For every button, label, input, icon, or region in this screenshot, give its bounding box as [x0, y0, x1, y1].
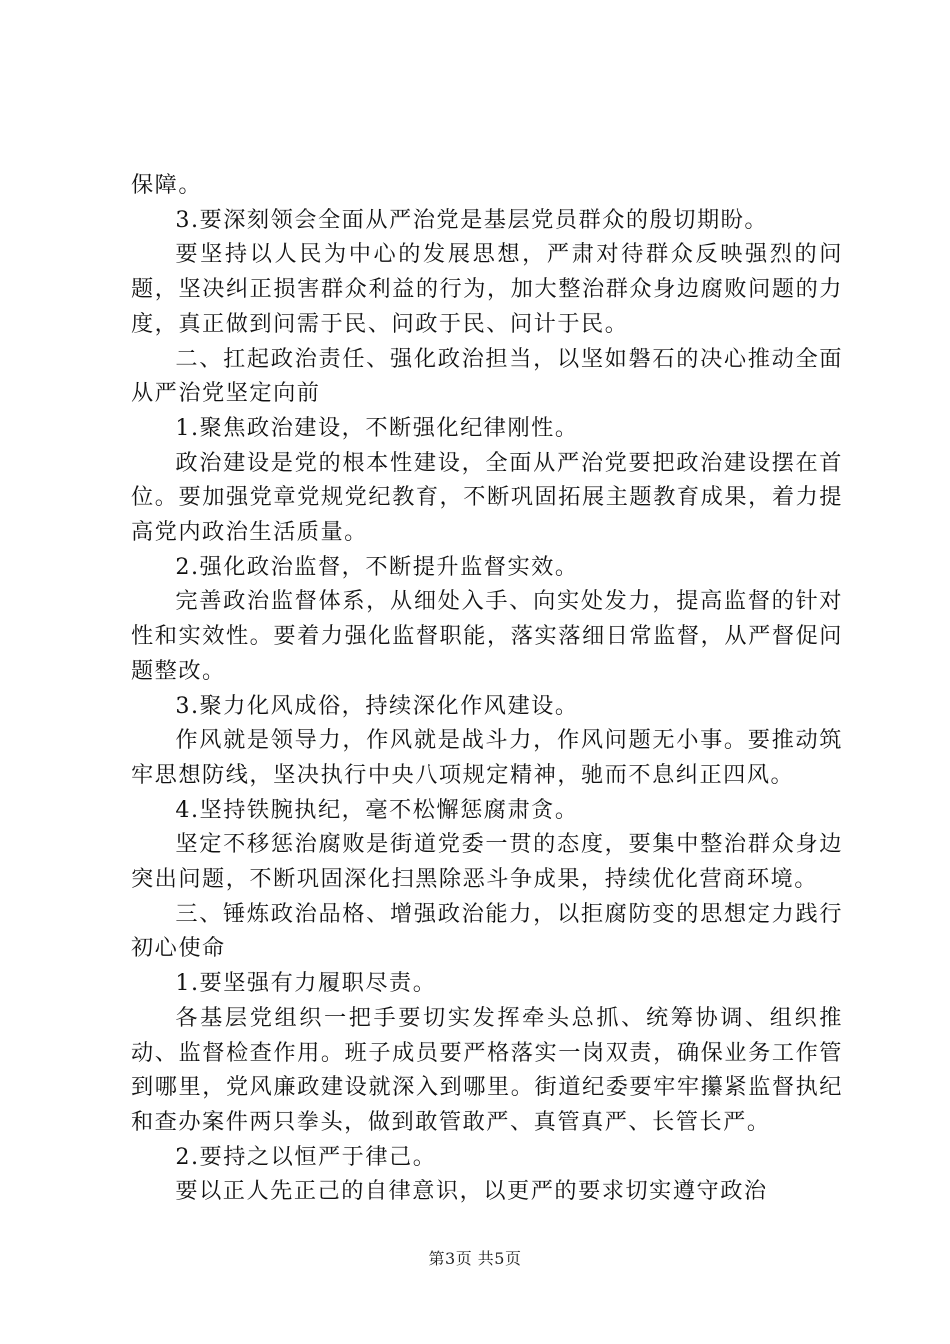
list-item-heading: 3.要深刻领会全面从严治党是基层党员群众的殷切期盼。 [175, 206, 769, 233]
list-item-heading: 1.要坚强有力履职尽责。 [175, 970, 437, 997]
document-body [131, 168, 843, 1209]
paragraph: 政治建设是党的根本性建设，全面从严治党要把政治建设摆在首位。要加强党章党规党纪教育，不断巩固拓展主题教育成果，着力提高党内政治生活质量。 [131, 449, 843, 546]
paragraph: 完善政治监督体系，从细处入手、向实处发力，提高监督的针对性和实效性。要着力强化监督职能，落实落细日常监督，从严督促问题整改。 [131, 588, 843, 684]
paragraph: 各基层党组织一把手要切实发挥牵头总抓、统筹协调、组织推动、监督检查作用。班子成员要严格落实一岗双责，确保业务工作管到哪里，党风廉政建设就深入到哪里。街道纪委要牢牢攥紧监督执纪和查办案件两只拳头，做到敢管敢严、真管真严、长管长严。 [131, 1004, 843, 1135]
list-item-heading: 2.要持之以恒严于律己。 [175, 1143, 437, 1170]
paragraph: 坚定不移惩治腐败是街道党委一贯的态度，要集中整治群众身边突出问题，不断巩固深化扫黑除恶斗争成果，持续优化营商环境。 [131, 831, 843, 893]
paragraph: 作风就是领导力，作风就是战斗力，作风问题无小事。要推动筑牢思想防线，坚决执行中央八项规定精神，驰而不息纠正四风。 [131, 727, 843, 788]
list-item-heading: 3.聚力化风成俗，持续深化作风建设。 [175, 692, 579, 719]
page-number-footer: 第3页 共5页 [428, 1249, 522, 1268]
paragraph: 保障。 [131, 172, 203, 198]
section-heading: 三、锤炼政治品格、增强政治能力，以拒腐防变的思想定力践行初心使命 [131, 900, 843, 962]
list-item-heading: 4.坚持铁腕执纪，毫不松懈惩腐肃贪。 [175, 796, 579, 823]
list-item-heading: 1.聚焦政治建设，不断强化纪律刚性。 [175, 414, 579, 441]
section-heading: 二、扛起政治责任、强化政治担当，以坚如磐石的决心推动全面从严治党坚定向前 [131, 345, 843, 407]
paragraph: 要以正人先正己的自律意识，以更严的要求切实遵守政治 [175, 1178, 768, 1205]
paragraph: 要坚持以人民为中心的发展思想，严肃对待群众反映强烈的问题，坚决纠正损害群众利益的行为，加大整治群众身边腐败问题的力度，真正做到问需于民、问政于民、问计于民。 [131, 241, 843, 337]
list-item-heading: 2.强化政治监督，不断提升监督实效。 [175, 553, 579, 580]
